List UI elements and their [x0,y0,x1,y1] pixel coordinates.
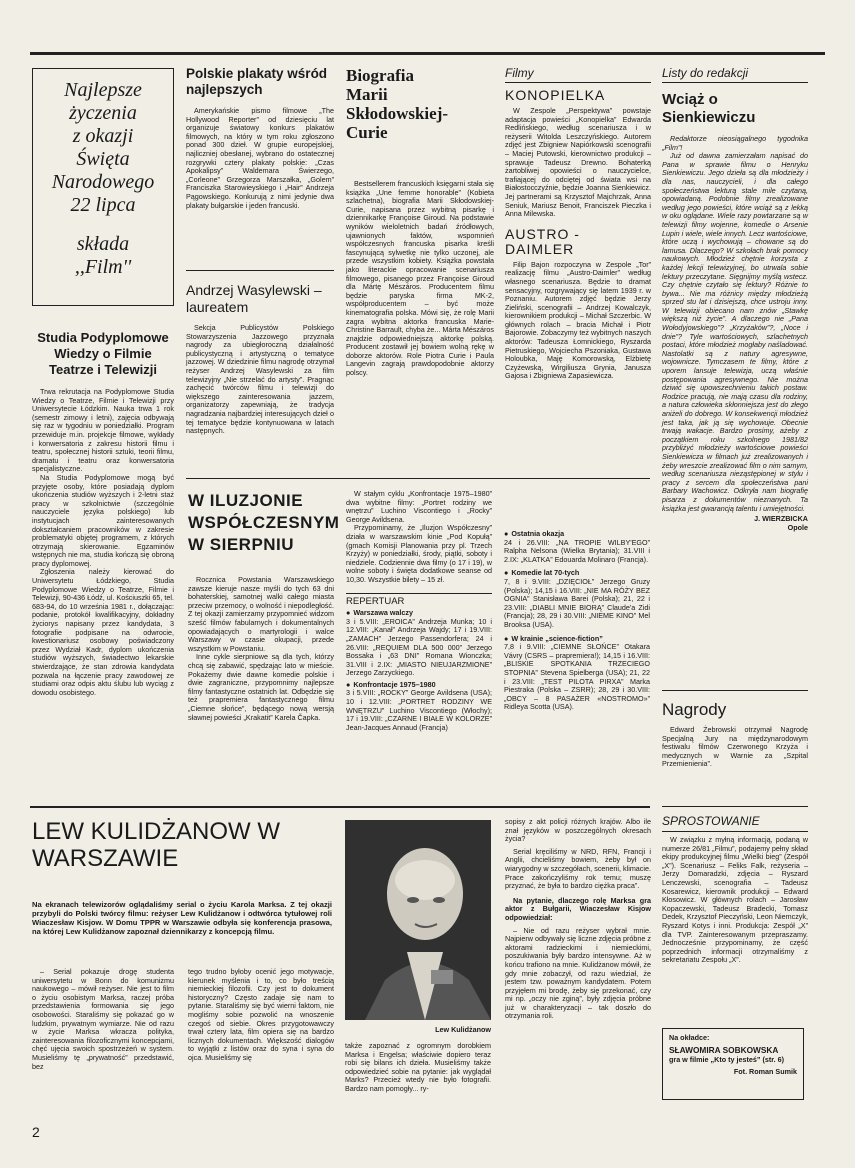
listy-signature: J. WIERZBICKA [754,514,808,524]
listy-title: Wciąż o Sienkiewiczu [662,91,756,126]
listy-column [662,66,808,532]
listy-body: Już od dawna zamierzałam napisać do Pana w sprawie filmu o Henryku Sienkiewiczu. Jego dzieła są dla młodzieży i dla nas, nauczycieli, i dla całego społeczeństwa lekturą stale mile czytaną, opowiadaną. Podobnie filmy zrealizowane według jego powieści, które wciąż są z lekką w oku oglądane. Wiele razy powtarzane są w telewizji filmy wojenne, komedie o Arsenie Lupin i wiele, wiele innych. Lecz wartościowe, które uczą i wychowują – chowane są do lamusa. Dlaczego? W szkołach brak pomocy naukowych. Młodzież chętnie korzysta z każdej lekcji telewizyjnej, bo utrwala sobie lektury przeczytane. Sięgnijmy myślą wstecz. Czy chętnie czytało się lektury? Różnie to bywa... Nie ma różnicy między młodzieżą sprzed stu lat i dzisiejszą, chce ustroju inny. W telewizji obiecano nam znów „Stawkę większą niż życie”. A dlaczego nie „Pana Wołodyjowskiego”? „Krzyżaków”?, „Noce i dnie”? Tyle wartościowych, szlachetnych postaci, które młodzież mogłaby naśladować. Nastolatki są z natury agresywne, wojownicze. Tymczasem te filmy, które z uporem lansuje telewizja, uczą właśnie postępowania agresywnego. Nie można dziwić się upowszechnieniu takich postaw. Rodzice pracują, nie mają czasu dla rodziny, a natura człowieka skłonniejsza jest do złego aniżeli do dobrego. W konsekwencji młodzież jest taka, jak ją się wychowuje. Obecnie trwają wakacje. Bardzo prosimy, ażeby z początkiem roku szkolnego 1981/82 przybliżyć młodzieży wartościowe powieści Sienkiewicza w filmach już zrealizowanych i żeby wreszcie zrealizować film o nim samym, według scenariusza nieząstępionej w stylu i pracy z sercem dla społeczeństwa pani Barbary Wachowicz. Odkryła nam biografię pisarza z dokumentów nieznanych. Ta książka jest gwarancją talentu i umiejętności. [662,151,808,513]
repertuar-heading: REPERTUAR [346,593,492,607]
wasylewski-body: Sekcja Publicystów Polskiego Stowarzyszenia Jazzowego przyznała nagrody za ubiegłoroczną działalność publicystyczną i artystyczną o tematyce jazzowej. W dziedzinie filmu nagrodę otrzymał reżyser Andrzej Wasylewski za film telewizyjny „Nie strzelać do artysty”. Pragnąc zachęcić twórców filmu i telewizji do większego zainteresowania jazzem, organizatorzy zapewniają, że tradycja nagradzania najbardziej interesujących dzieł o tej tematyce będzie kontynuowana w latach następnych. [186,323,334,436]
listy-city: Opole [787,522,808,532]
cover-label: Na okładce: [669,1033,710,1042]
iluzjonie-col1: Rocznica Powstania Warszawskiego zawsze kieruje nasze myśli do tych 63 dni bohaterskiej, samotnej walki całego miasta przeciw przemocy, o wolność i niepodległość. Z tej okazji zamierzamy przypomnieć widzom sześć filmów fabularnych i dokumentalnych opowiadających o martyrologii i walce Warszawy w czasie okupacji, przede wszystkim w Powstaniu. Inne cykle sierpniowe są dla tych, którzy chcą się zabawić, spędzając lato w mieście. Pokażemy dwie dawne komedie polskie i dwie zagraniczne, przypomnimy najlepsze filmy fantastyczne ostatnich lat. Odbędzie się też prapremiera fantastycznego filmu „Ciemne słońce”, będącego nową wersją sławnej powieści „Krakatit” Karela Čapka. [188,575,334,722]
promo-greeting: Najlepsze życzenia z okazji Święta Narodowego 22 lipca [51,79,155,216]
iluzjonie-col3: ● Ostatnia okazja 24 i 26.VIII: „NA TROPIE WILBY'EGO” Ralpha Nelsona (Wielka Brytania); 31.VIII i 2.IX: „KLATKA” Edouarda Molinaro (Francja). ● Komedie lat 70-tych 7, 8 i 9.VIII: „DZIĘCIOŁ” Jerzego Gruzy (Polska); 14,15 i 16.VIII: „NIE MA RÓŻY BEZ OGNIA” Stanisława Barei (Polska); 21, 22 i 23.VIII: „DIABLI MNIE BIORĄ” Claude'a Zidi (Francja); 28, 29 i 30.VIII: „NIEME KINO” Mel Brooksa (USA). ● W krainie „science-fiction” 7,8 i 9.VIII: „CIEMNE SŁOŃCE” Otakara Vávry (CSRS – prapremiera!); 14,15 i 16.VIII: „BLISKIE SPOTKANIA TRZECIEGO STOPNIA” Stevena Spielberga (USA); 21, 22 i 23.VIII: „TEST PILOTA PIRXA” Marka Piestraka (Polska – ZSRR); 28, 29 i 30.VIII: „OBCY – 8 PASAŻER «NOSTROMO»” Ridleya Scotta (USA). [504,490,650,712]
film-section-label: Filmy [505,66,534,80]
divider [662,831,808,832]
cover-box [662,1028,804,1100]
divider [30,806,650,808]
biografia-body: Bestsellerem francuskich księgarni stała się książka „Une femme honorable” (Kobieta szlachetna), biografia Marii Skłodowskiej-Curie, napisana przez wybitną pisarkę i dziennikarkę Françoise Giroud. Na podstawie wyników wieloletnich badań źródłowych, ujawnionych faktów, wspomnień współczesnych francuska pisarka kreśli fascynującą sylwetkę nie tylko uczonej, ale przede wszystkim kobiety. Książka powstała jako literackie opracowanie scenariusza filmowego, pisanego przez Françoise Giroud dla Mártę Mészáros. Producentem filmu będzie paryska firma MK-2, współproducentem – być może kinematografia polska. Mówi się, że rolę Marii zagra wybitna aktorka francuska Marie-Christine Barrault, chyba że... Márta Mészáros znajdzie odpowiedniejszą aktorkę polską. Producent zostawił jej bowiem wolną rękę w doborze aktorów. Role Piotra Curie i Paula Langevin zagrają prawdopodobnie aktorzy polscy. [346,179,494,378]
biografia-title: Biografia Marii Skłodowskiej-Curie [346,66,449,142]
nagrody-article [662,700,808,769]
promo-closing: składa ,,Film'' [74,233,132,278]
sprostowanie-body: W związku z myłną informacją, podaną w numerze 26/81 „Filmu”, podajemy pełny skład ekipy produkcyjnej filmu „Wielki bieg” (Zespół „X”). Scenariusz – Feliks Falk, reżyseria – Jerzy Domaradzki, zdjęcia – Ryszard Lenczewski, scenografia – Tadeusz Kosarewicz, kierownik produkcji – Edward Kłosowicz. W głównych rolach – Jarosław Kopaczewski, Tadeusz Bradecki, Tomasz Dedek, Krzysztof Pieczyński, Leon Niemczyk, Ryszard Kotys i inni. Produkcja: Zespół „X” dla TVP. Zainteresowanym przepraszamy. Jednocześnie przypominamy, że część poprzednich informacji otrzymaliśmy z sekretariatu Zespołu „X”. [662,835,808,965]
wasylewski-title: Andrzej Wasylewski – laureatem [186,282,322,315]
nagrody-title: Nagrody [662,700,727,719]
divider [186,478,650,479]
austro-title: AUSTRO -DAIMLER [505,225,580,257]
film-column [505,66,651,381]
plakaty-article [186,66,334,210]
page-number: 2 [32,1124,40,1140]
kulidzanow-col1: – Serial pokazuje drogę studenta uniwersytetu w Bonn do komunizmu naukowego – mówił reżyser. Nie jest to film o życiu osobistym Marksa, raczej próba przedstawienia formowania się jego osobowości. Staraliśmy się pokazać go w ludzkim, prywatnym wymiarze. Nie od razu w życie Marksa wkracza polityka, zainteresowania filozoficznymi koncepcjami, chęć ujęcia swoich spostrzeżeń w system. Musieliśmy tę „prywatność” przedstawić, bez [32,967,174,1071]
nagrody-body: Edward Żebrowski otrzymał Nagrodę Specjalną Jury na międzynarodowym festiwalu filmów Czerwonego Krzyża i medycznych w Warnie za „Szpital Przemienienia”. [662,725,808,769]
listy-intro: Redaktorze nieosiągalnego tygodnika „Film”! [662,134,808,152]
sprostowanie-title: SPROSTOWANIE [662,814,760,828]
biografia-article [346,66,494,378]
divider [662,806,808,807]
promo-box [32,68,174,306]
iluzjonie-title: W ILUZJONIE WSPÓŁCZESNYM W SIERPNIU [188,491,340,554]
studia-article: Studia Podyplomowe Wiedzy o Filmie Teatrze i Telewizji Trwa rekrutacja na Podyplomowe Studia Wiedzy o Teatrze, Filmie i Telewizji przy Uniwersytecie Łódzkim. Nauka trwa 1 rok (semestr zimowy i letni), zajęcia odbywają się raz w tygodniu w poniedziałki. Program przewiduje m.in. projekcje filmowe, wykłady i konwersatoria z zakresu historii filmu i teatru, społecznej historii sztuki, teorii filmu, dramatu i teatru oraz konwersatoria specjalistyczne. Na Studia Podyplomowe mogą być przyjęte osoby, które posiadają dyplom ukończenia studiów wyższych i 2-letni staż pracy w szkolnictwie (szczególnie nauczyciele języka polskiego) lub instytucjach zainteresowanych dokształcaniem pracowników w zakresie problematyki objętej programem, z których otrzymają skierowanie. Egzaminów wstępnych nie ma, studia kończą się obroną pracy dyplomowej. Zgłoszenia należy kierować do Uniwersytetu Łódzkiego, Studia Podyplomowe Wiedzy o Teatrze, Filmie i Telewizji, 90-436 Łódź, ul. Kościuszki 65, tel. 683-94, do 10 września 1981 r., dołączając: podanie, protokół kwalifikacyjny, dokładny życiorys napisany przez kandydata, 3 fotografie podpisane na odwrocie, kwestionariusz osobowy poświadczony przez Wydział Kadr, dyplom ukończenia studiów wyższych, świadectwo lekarskie stwierdzające, że stan zdrowia kandydata pozwala na łączenie pracy zawodowej ze studiami oraz odpis aktu ślubu lub wyciąg z dowodu osobistego. [32,330,174,697]
listy-section-label: Listy do redakcji [662,66,749,80]
sprostowanie-article [662,814,808,965]
iluzjonie-col2: W stałym cyklu „Konfrontacje 1975–1980” dwa wybitne filmy: „Portret rodziny we wnętrzu” Luchino Viscontiego i „Rocky” George Avildsena. Przypominamy, że „Iluzjon Współczesny” działa w warszawskim kinie „Pod Kopułą” (gmach Komisji Planowania przy pl. Trzech Krzyży) w poniedziałki, środy, piątki, soboty i niedziele. Codziennie dwa filmy (o 17 i 19), w wolne soboty i święta dodatkowe seanse od 10,30. Wszystkie bilety – 15 zł. REPERTUAR ● Warszawa walczy 3 i 5.VIII: „EROICA” Andrzeja Munka; 10 i 12.VIII: „Kanał” Andrzeja Wajdy; 17 i 19.VIII: „ZAMACH” Jerzego Passendorfera; 24 i 26.VIII: „REQUIEM DLA 500 000” Jerzego Bossaka i „63 DNI” Romana Wionczka; 31.VIII i 2.IX: „MIASTO NIEUJARZMIONE” Jerzego Zarzyckiego. ● Konfrontacje 1975–1980 3 i 5.VIII: „ROCKY” George Avildsena (USA); 10 i 12.VIII: „PORTRET RODZINY WE WNĘTRZU” Luchino Viscontiego (Włochy); 17 i 19.VIII: „CZARNE I BIAŁE W KOLORZE” Jean-Jacques Annaud (Francja) [346,490,492,732]
kulidzanow-col4: sopisy z akt policji różnych krajów. Albo ile znał języków w poszczególnych okresach życia? Serial kręciliśmy w NRD, RFN, Francji i Anglii, chcieliśmy bowiem, żeby był on wiarygodny w szczegółach, scenerii, klimacie. Prace zakończyliśmy rok temu; muszę przyznać, że była to bardzo ciężka praca”. Na pytanie, dlaczego rolę Marksa gra aktor z Bułgarii, Wiaczesław Kisjow odpowiedział: – Nie od razu reżyser wybrał mnie. Najpierw odbywały się liczne zdjęcia próbne z aktorami radzieckimi i niemieckimi, poszukiwania były bardzo intensywne. Aż w końcu trafiono na mnie. Kulidżanow mówił, że gdy mnie zobaczył, od razu wiedział, że jestem tzw. poważnym kandydatem. Potem przyjęłem mi brodę, żeby się przekonać, czy mi np. „oczy nie zginą”, były zdjęcia próbne już w charakteryzacji – tak doszło do otrzymania roli. [505,817,651,1021]
divider [662,690,808,691]
divider [662,82,808,83]
portrait-image [345,820,491,1020]
iluzjonie-article [188,490,650,800]
photo-caption: Lew Kulidżanow [435,1025,491,1034]
kulidzanow-col3: także zapoznać z ogromnym dorobkiem Marksa i Engelsa; właściwie dopiero teraz robi się bilans ich dzieła. Musieliśmy także odpowiedzieć sobie na pytanie: jak wyglądał Marks? Przecież wtedy nie było fotografii. Bardzo nam pomogły... ry- [345,1041,491,1093]
studia-title: Studia Podyplomowe Wiedzy o Filmie Teatrze i Telewizji [37,330,169,377]
plakaty-body: Amerykańskie pismo filmowe „The Hollywood Reporter” od dziesięciu lat organizuje światowy konkurs plakatów filmowych, na który w tym roku zgłoszono ponad 300 dzieł. W grupie europejskiej, najliczniej obesłanej, wybrano do ostatecznej rozgrywki cztery plakaty polskie: „Czas Apokalipsy” Waldemara Świerzego, „Corleone” Grzegorza Marszałka, „Golem” Franciszka Starowieyskiego i „Hair” Andrzeja Pągowskiego. Konkurują z nimi jedynie dwa plakaty bułgarskie i jeden francuski. [186,106,334,210]
wasylewski-article [186,282,334,436]
cover-name: SŁAWOMIRA SOBKOWSKA [669,1044,779,1055]
kulidzanow-col2: tego trudno byłoby ocenić jego motywacje, kierunek myślenia i to, co było treścią niemieckiej filozofii. Czy jest to dokument historyczny? Często zadaje się nam to pytanie. Staraliśmy się być wierni faktom, nie mogliśmy sobie pozwolić na wnoszenie czegoś od siebie. Okres przygotowawczy trwał cztery lata, film opiera się na bardzo licznych dokumentach. Większość dialogów to wyjątki z listów oraz do syna i syna do ojca. Musieliśmy się [188,967,334,1062]
konopielka-title: KONOPIELKA [505,87,606,103]
kulidzanow-title: LEW KULIDŻANOW W WARSZAWIE [32,818,281,872]
konopielka-body: W Zespole „Perspektywa” powstaje adaptacja powieści „Konopielka” Edwarda Redlińskiego, według scenariusza i w reżyserii Witolda Leszczyńskiego. Autorem zdjęć jest Zbigniew Napiórkowski scenografii – Maciej Putowski, kierownictwo produkcji – sprawuje Tadeusz Drewno. Bohaterką żartobliwej opowieści o nauczycielce, trafiającej do odciętej od świata wsi na Białostocczyźnie, będzie Joanna Sienkiewicz. Jej partnerami są Krzysztof Majchrzak, Anna Seniuk, Mariusz Benoit, Franciszek Pieczka i Anna Milewska. [505,106,651,219]
austro-body: Filip Bajon rozpoczyna w Zespole „Tor” realizację filmu „Austro-Daimler” według własnego scenariusza. Będzie to dramat sensacyjny, rozgrywający się latem 1939 r. w Poznaniu. Autorem zdjęć będzie Jerzy Zieliński, scenografii – Andrzej Kowalczyk, kierownikiem produkcji – Michał Szczerbic. W głównych rolach – bracia Michał i Piotr Bajorowie. Zobaczymy też wybitnych naszych aktorów: Tadeusza Łomnickiego, Ryszarda Pietruskiego, Wojciecha Pszoniaka, Gustawa Holoubka, Maję Komorowską, Elżbietę Czyżewską, Wirgiliusza Grynia, Janusza Gajosa i Zbigniewa Zapasiewicza. [505,259,651,381]
divider [186,270,334,271]
kulidzanow-photo [345,820,491,1020]
cover-film: gra w filmie „Kto ty jesteś” (str. 6) [669,1055,785,1065]
plakaty-title: Polskie plakaty wśród najlepszych [186,66,328,97]
kulidzanow-lead: Na ekranach telewizorów oglądaliśmy serial o życiu Karola Marksa. Z tej okazji przybyli do Polski twórcy filmu: reżyser Lew Kulidżanow i odtwórca tytułowej roli Wiaczesław Kisjow. W Domu TPPR w Warszawie odbyła się konferencja prasowa, na której Lew Kulidżanow zapoznał dziennikarzy z koncepcją filmu. [32,900,332,936]
cover-photo-credit: Fot. Roman Sumik [733,1066,797,1076]
divider [505,82,651,83]
top-rule [30,52,825,55]
